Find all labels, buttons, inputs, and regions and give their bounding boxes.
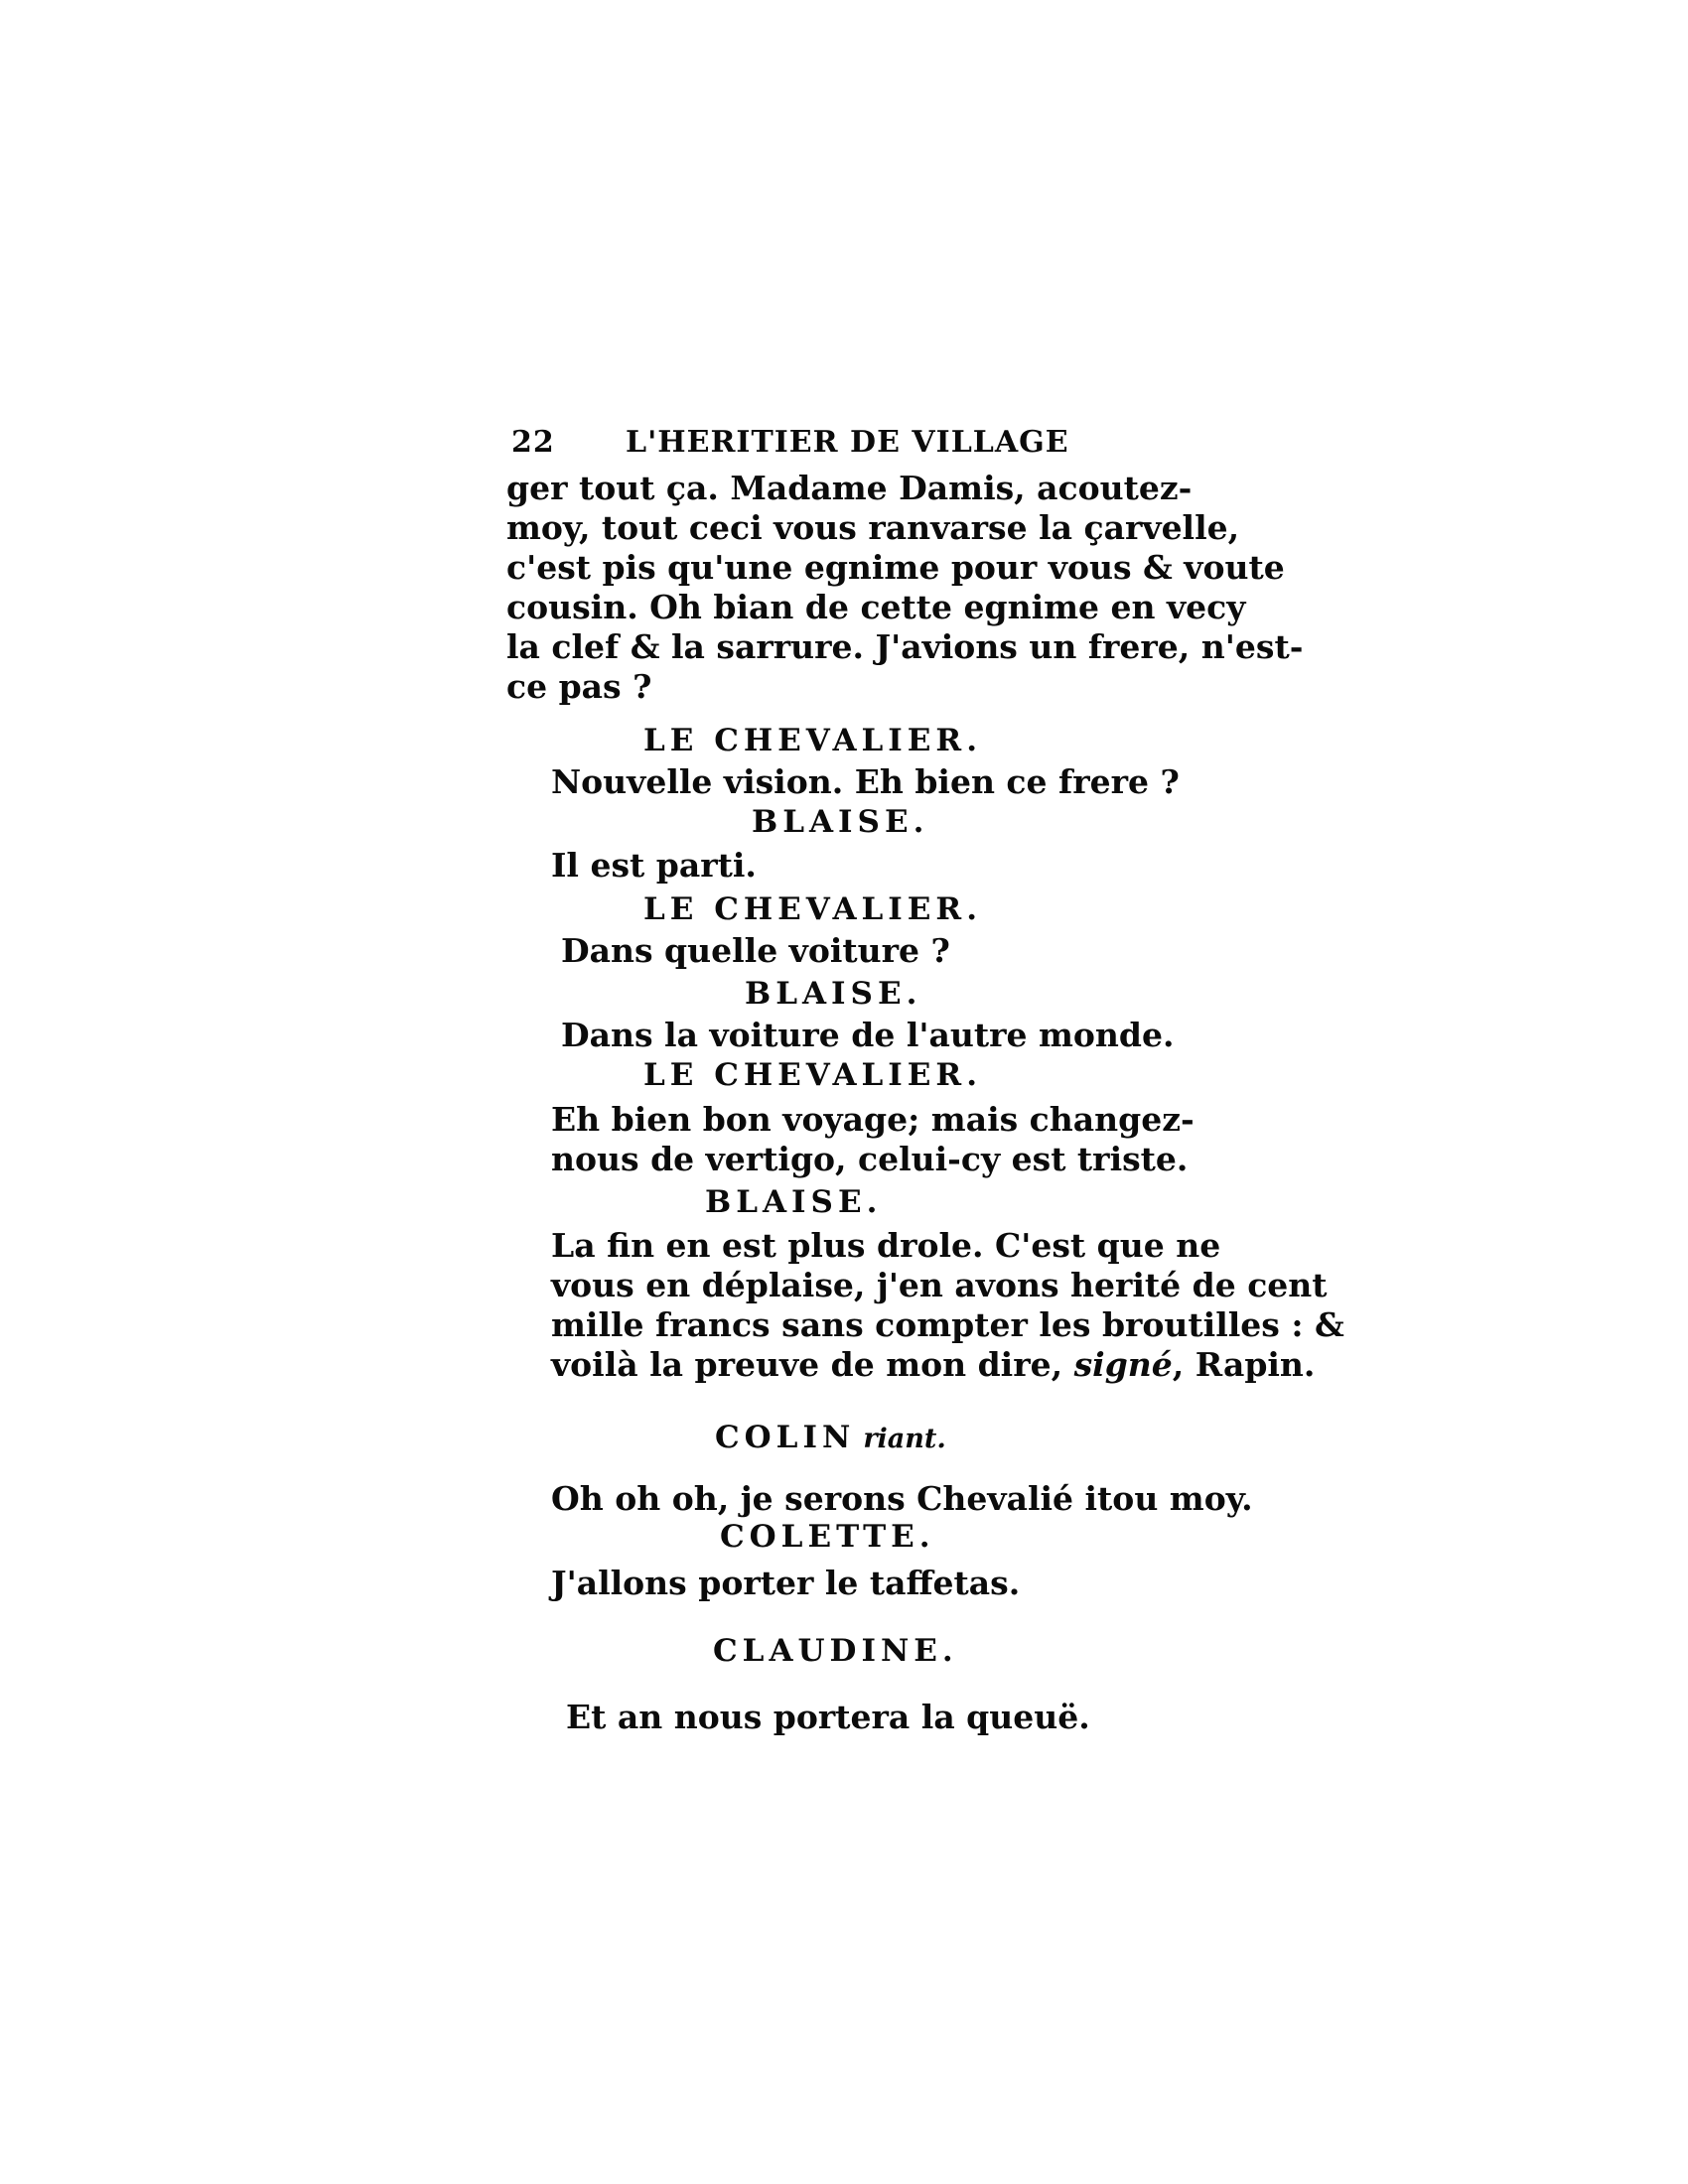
speech-line: cousin. Oh bian de cette egnime en vecy — [506, 588, 1246, 626]
speech-line: c'est pis qu'une egnime pour vous & voute — [506, 548, 1285, 587]
speech-fragment: , Rapin. — [1172, 1345, 1316, 1384]
speech — [551, 1100, 1195, 1179]
speech — [561, 1016, 1174, 1055]
speaker-name — [715, 1420, 946, 1455]
speech — [551, 846, 757, 886]
speech-line: ger tout ça. Madame Damis, acoutez- — [506, 469, 1193, 507]
opening-speech — [506, 469, 1304, 707]
speaker-name: COLETTE. — [720, 1519, 935, 1555]
speaker-name: LE CHEVALIER. — [643, 723, 982, 758]
speech-line: Il est parti. — [551, 846, 757, 885]
speaker-name: BLAISE. — [705, 1184, 883, 1220]
speech-fragment: voilà la preuve de mon dire, — [551, 1345, 1074, 1384]
speech — [561, 931, 950, 971]
speech-line: ce pas ? — [506, 667, 652, 706]
speech — [566, 1698, 1090, 1737]
speaker-name: BLAISE. — [745, 976, 922, 1012]
speech — [551, 1479, 1253, 1519]
speech-line: moy, tout ceci vous ranvarse la çarvelle, — [506, 508, 1240, 547]
speaker-name: LE CHEVALIER. — [643, 1057, 982, 1093]
speech-line: Dans quelle voiture ? — [561, 931, 950, 970]
speech-line: la clef & la sarrure. J'avions un frere, n'est- — [506, 627, 1304, 666]
speech — [551, 762, 1180, 802]
speech — [551, 1226, 1344, 1385]
speech-italic: signé — [1073, 1345, 1173, 1384]
page-number: 22 — [511, 425, 555, 460]
speech — [551, 1564, 1020, 1603]
speech-line: La fin en est plus drole. C'est que ne — [551, 1226, 1221, 1265]
page-header — [506, 425, 1201, 473]
speech-line: Nouvelle vision. Eh bien ce frere ? — [551, 762, 1180, 801]
speaker-name: CLAUDINE. — [713, 1633, 958, 1669]
speech-line: Dans la voiture de l'autre monde. — [561, 1016, 1175, 1054]
speech-line — [551, 1345, 1344, 1385]
speech-line: nous de vertigo, celui-cy est triste. — [551, 1140, 1189, 1178]
speech-line: J'allons porter le taffetas. — [551, 1564, 1021, 1602]
running-head: L'HERITIER DE VILLAGE — [626, 425, 1069, 460]
speech-line: Et an nous portera la queuë. — [566, 1698, 1090, 1736]
speech-line: mille francs sans compter les broutilles : & — [551, 1305, 1344, 1344]
speaker-name: LE CHEVALIER. — [643, 891, 982, 927]
stage-direction: riant. — [863, 1424, 946, 1454]
speaker-name: BLAISE. — [752, 804, 929, 840]
speaker-label: COLIN — [715, 1420, 856, 1455]
speech-line: Eh bien bon voyage; mais changez- — [551, 1100, 1195, 1139]
speech-line: Oh oh oh, je serons Chevalié itou moy. — [551, 1479, 1253, 1518]
speech-line: vous en déplaise, j'en avons herité de cent — [551, 1266, 1328, 1304]
